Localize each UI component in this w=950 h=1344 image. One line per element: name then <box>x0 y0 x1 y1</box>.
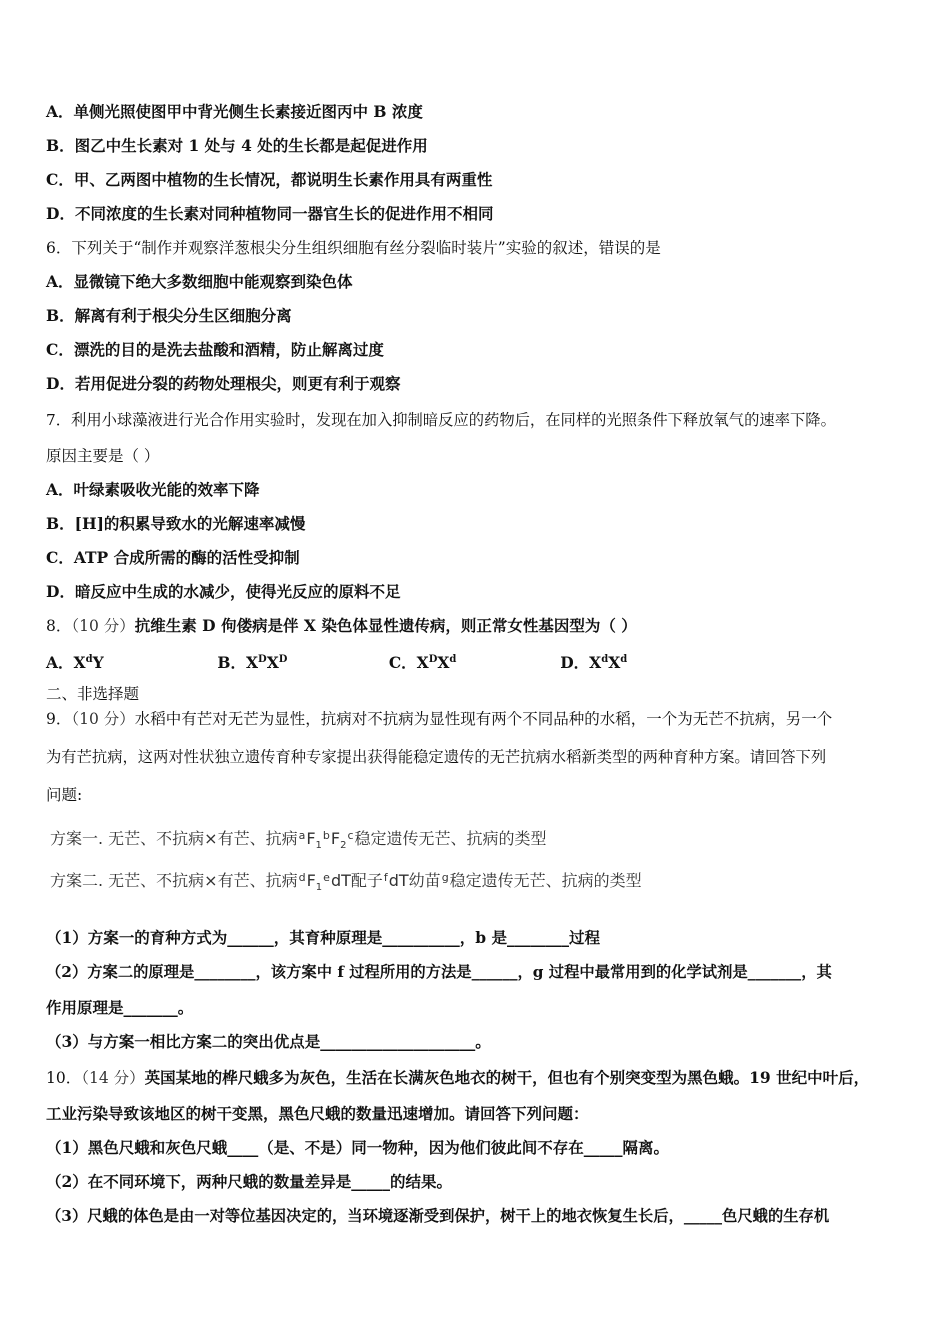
q9-stem-line3: 问题: <box>46 786 83 804</box>
q5-option-d: D．不同浓度的生长素对同种植物同一器官生长的促进作用不相同 <box>46 204 494 223</box>
q5-option-b: B．图乙中生长素对 1 处与 4 处的生长都是起促进作用 <box>46 136 428 155</box>
q8-option-c: C．$X^DX^d$ <box>388 653 457 673</box>
q7-option-b: B．[H]的积累导致水的光解速率减慢 <box>46 514 306 533</box>
q9-sub2-line1: （2）方案二的原理是________，该方案中 f 过程所用的方法是______，g 过程中最常用到的化学试剂是_______，其 <box>46 963 832 981</box>
q9-sub1: （1）方案一的育种方式为______，其育种原理是__________，b 是________过程 <box>46 928 601 947</box>
q5-option-c: C．甲、乙两图中植物的生长情况，都说明生长素作用具有两重性 <box>46 170 493 189</box>
q8-option-b: B．$X^DX^D$ <box>217 653 288 673</box>
q6-option-c: C．漂洗的目的是洗去盐酸和酒精，防止解离过度 <box>46 340 384 359</box>
q7-option-c: C．ATP 合成所需的酶的活性受抑制 <box>46 548 300 567</box>
q6-option-b: B．解离有利于根尖分生区细胞分离 <box>46 306 292 325</box>
q10-stem-line2: 工业污染导致该地区的树干变黑，黑色尺蛾的数量迅速增加。请回答下列问题： <box>46 1104 589 1123</box>
q8-options <box>46 650 627 673</box>
q7-option-d: D．暗反应中生成的水减少，使得光反应的原料不足 <box>46 582 401 601</box>
q9-sub2-line2: 作用原理是_______。 <box>46 998 194 1017</box>
q10-sub3: （3）尺蛾的体色是由一对等位基因决定的，当环境逐渐受到保护，树干上的地衣恢复生长后，_____色尺蛾的生存机 <box>46 1207 830 1225</box>
q10-sub2: （2）在不同环境下，两种尺蛾的数量差异是_____的结果。 <box>46 1172 453 1191</box>
q8-option-d: D．$X^dX^d$ <box>560 653 628 673</box>
q7-option-a: A．叶绿素吸收光能的效率下降 <box>46 480 260 499</box>
q6-stem: 6．下列关于“制作并观察洋葱根尖分生组织细胞有丝分裂临时装片”实验的叙述，错误的是 <box>46 239 661 257</box>
q9-sub3: （3）与方案一相比方案二的突出优点是____________________。 <box>46 1032 491 1051</box>
q6-option-a: A．显微镜下绝大多数细胞中能观察到染色体 <box>46 272 353 291</box>
q9-stem-line2: 为有芒抗病，这两对性状独立遗传育种专家提出获得能稳定遗传的无芒抗病水稻新类型的两种育种方案。请回答下列 <box>46 748 827 766</box>
q6-option-d: D．若用促进分裂的药物处理根尖，则更有利于观察 <box>46 374 401 393</box>
q10-sub1: （1）黑色尺蛾和灰色尺蛾____（是、不是）同一物种，因为他们彼此间不存在_____隔离。 <box>46 1138 670 1157</box>
q9-scheme2: 方案二. 无芒、不抗病×有芒、抗病$^dF_1^edT$配子$^f$dT幼苗$^g$稳定遗传无芒、抗病的类型 <box>50 871 642 894</box>
q9-scheme1: 方案一. 无芒、不抗病×有芒、抗病$^aF_1^bF_2^c$稳定遗传无芒、抗病的类型 <box>50 829 547 852</box>
q8-option-a: A．$X^dY$ <box>46 653 104 673</box>
q7-stem-line1: 7．利用小球藻液进行光合作用实验时，发现在加入抑制暗反应的药物后，在同样的光照条件下释放氧气的速率下降。 <box>46 411 836 429</box>
q8-stem: 8．（10 分）抗维生素 D 佝偻病是伴 X 染色体显性遗传病，则正常女性基因型为（ ） <box>46 616 637 635</box>
q7-stem-line2: 原因主要是（ ） <box>46 447 160 465</box>
q10-stem-line1: 10．（14 分）英国某地的桦尺蛾多为灰色，生活在长满灰色地衣的树干，但也有个别突变型为黑色蛾。19 世纪中叶后， <box>46 1068 870 1087</box>
section-heading: 二、非选择题 <box>46 685 140 703</box>
q9-stem-line1: 9．（10 分）水稻中有芒对无芒为显性，抗病对不抗病为显性现有两个不同品种的水稻，一个为无芒不抗病，另一个 <box>46 710 833 728</box>
q5-option-a: A．单侧光照使图甲中背光侧生长素接近图丙中 B 浓度 <box>46 102 423 121</box>
